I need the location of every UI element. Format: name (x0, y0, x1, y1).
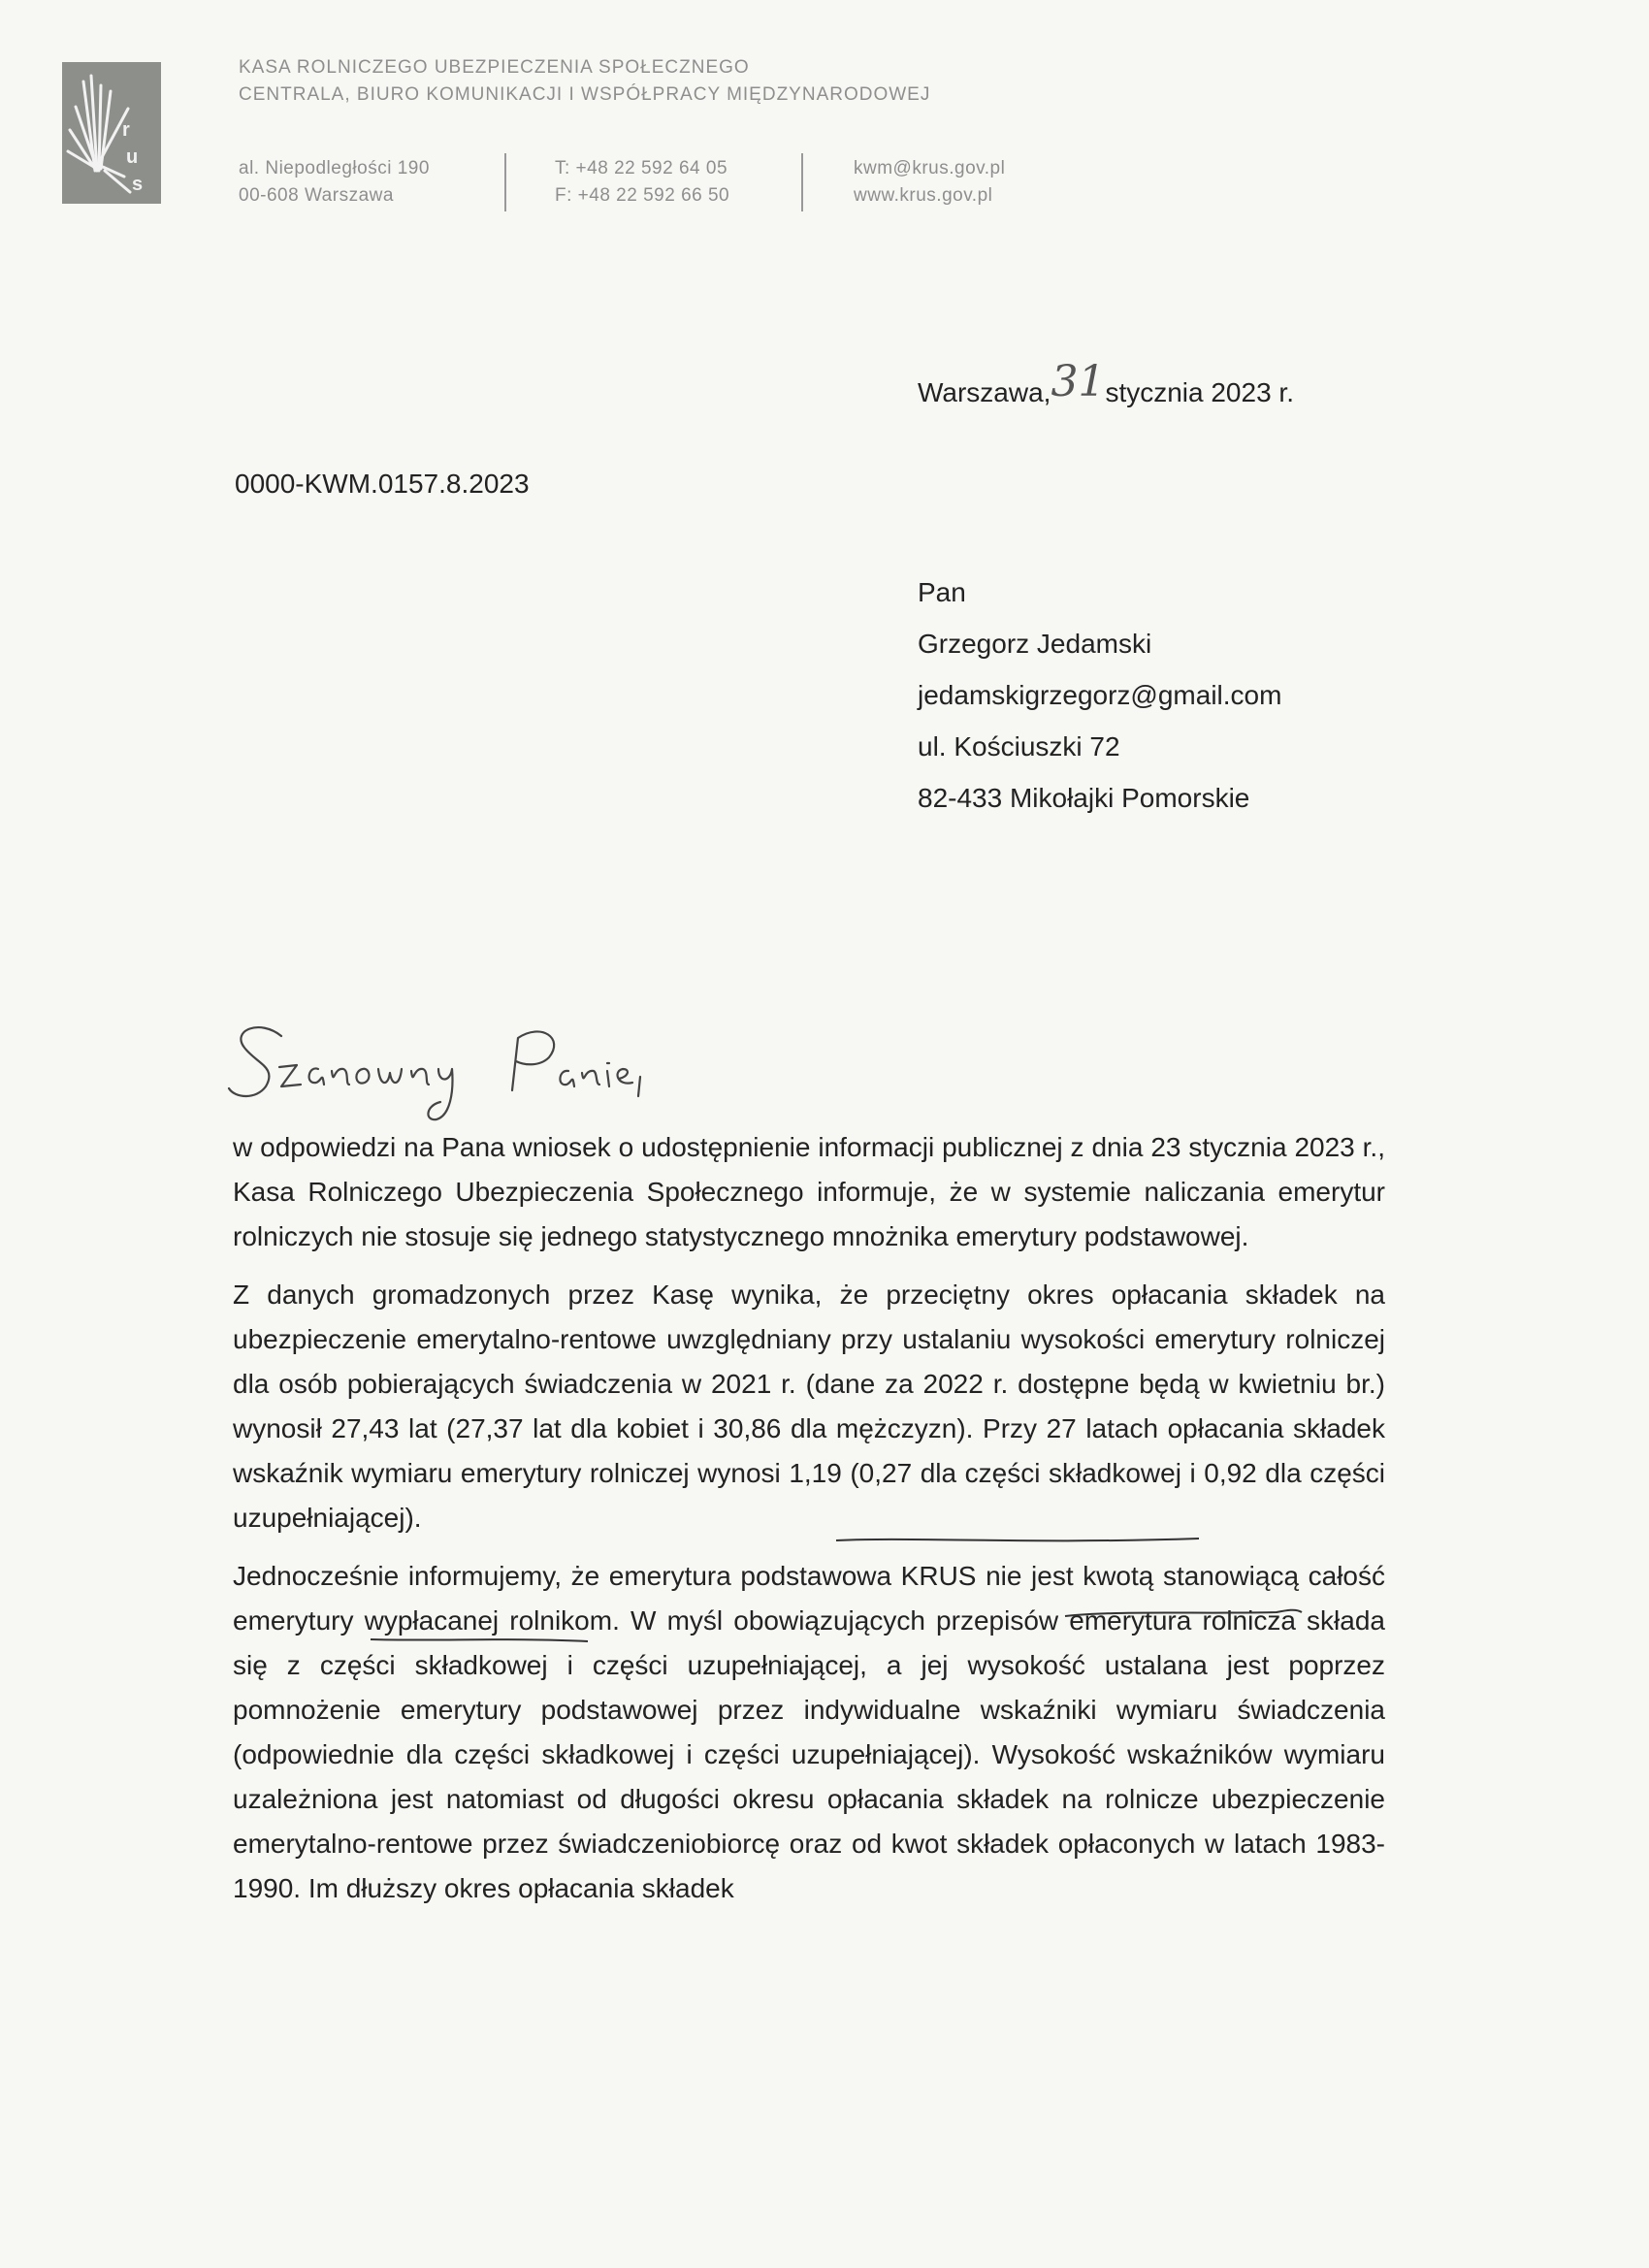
handwritten-underline-mark (834, 1531, 1203, 1550)
org-department-line: CENTRALA, BIURO KOMUNIKACJI I WSPÓŁPRACY MIĘDZYNARODOWEJ (239, 84, 931, 105)
recipient-salutation: Pan (918, 577, 966, 607)
address-city: 00-608 Warszawa (239, 185, 394, 206)
svg-text:r: r (122, 119, 130, 141)
letterhead-address (239, 155, 430, 210)
recipient-street: ul. Kościuszki 72 (918, 731, 1120, 761)
body-paragraph: w odpowiedzi na Pana wniosek o udostępnienie informacji publicznej z dnia 23 stycznia 2023 r., Kasa Rolniczego Ubezpieczenia Społecznego informuje, że w systemie naliczania emerytur rolniczych nie stosuje się jednego statystycznego mnożnika emerytury podstawowej. (233, 1132, 1385, 1251)
letterhead-phones (555, 155, 729, 210)
letterhead-contact (854, 155, 1005, 210)
body-paragraph: Z danych gromadzonych przez Kasę wynika, że przeciętny okres opłacania składek na ubezpieczenie emerytalno-rentowe uwzględniany przy ustalaniu wysokości emerytury rolniczej dla osób pobierających świadczenia w 2021 r. (dane za 2022 r. dostępne będą w kwietniu br.) wynosił 27,43 lat (27,37 lat dla kobiet i 30,86 dla mężczyzn). Przy 27 latach opłacania składek wskaźnik wymiaru emerytury rolniczej wynosi 1,19 (0,27 dla części składkowej i 0,92 dla części uzupełniającej). (233, 1280, 1385, 1533)
recipient-city: 82-433 Mikołajki Pomorskie (918, 783, 1250, 813)
letterhead-divider (801, 153, 803, 211)
recipient-email: jedamskigrzegorz@gmail.com (918, 680, 1282, 710)
krus-logo (62, 62, 161, 204)
phone-number: T: +48 22 592 64 05 (555, 158, 728, 178)
letterhead-divider (504, 153, 506, 211)
svg-text:s: s (132, 174, 144, 195)
body-paragraph: Jednocześnie informujemy, że emerytura podstawowa KRUS nie jest kwotą stanowiącą całość emerytury wypłacanej rolnikom. W myśl obowiązujących przepisów emerytura rolnicza składa się z części składkowej i części uzupełniającej, a jej wysokość ustalana jest poprzez pomnożenie emerytury podstawowej przez indywidualne wskaźniki wymiaru świadczenia (odpowiednie dla części składkowej i części uzupełniającej). Wysokość wskaźników wymiaru uzależniona jest natomiast od długości okresu opłacania składek na rolnicze ubezpieczenie emerytalno-rentowe przez świadczeniobiorcę oraz od kwot składek opłaconych w latach 1983-1990. Im dłuższy okres opłacania składek (233, 1561, 1385, 1903)
handwritten-greeting-drawing (221, 1009, 726, 1135)
handwritten-underline-mark (1063, 1603, 1306, 1626)
date-prefix: Warszawa, (918, 377, 1051, 407)
date-suffix: stycznia 2023 r. (1105, 377, 1294, 407)
org-name-line: KASA ROLNICZEGO UBEZPIECZENIA SPOŁECZNEGO (239, 57, 750, 78)
contact-website: www.krus.gov.pl (854, 185, 993, 206)
reference-number: 0000-KWM.0157.8.2023 (235, 469, 530, 499)
address-street: al. Niepodległości 190 (239, 158, 430, 178)
contact-email: kwm@krus.gov.pl (854, 158, 1006, 178)
letter-date (918, 357, 1294, 412)
recipient-block (918, 567, 1281, 824)
handwritten-greeting (221, 1009, 726, 1140)
fax-number: F: +48 22 592 66 50 (555, 185, 730, 206)
svg-text:u: u (126, 146, 139, 168)
letterhead-org (239, 54, 930, 109)
recipient-name: Grzegorz Jedamski (918, 629, 1152, 659)
letter-body (233, 1125, 1385, 1925)
krus-logo-icon (62, 62, 161, 204)
date-day-handwritten: 31 (1051, 357, 1106, 406)
handwritten-underline-mark (369, 1632, 592, 1651)
